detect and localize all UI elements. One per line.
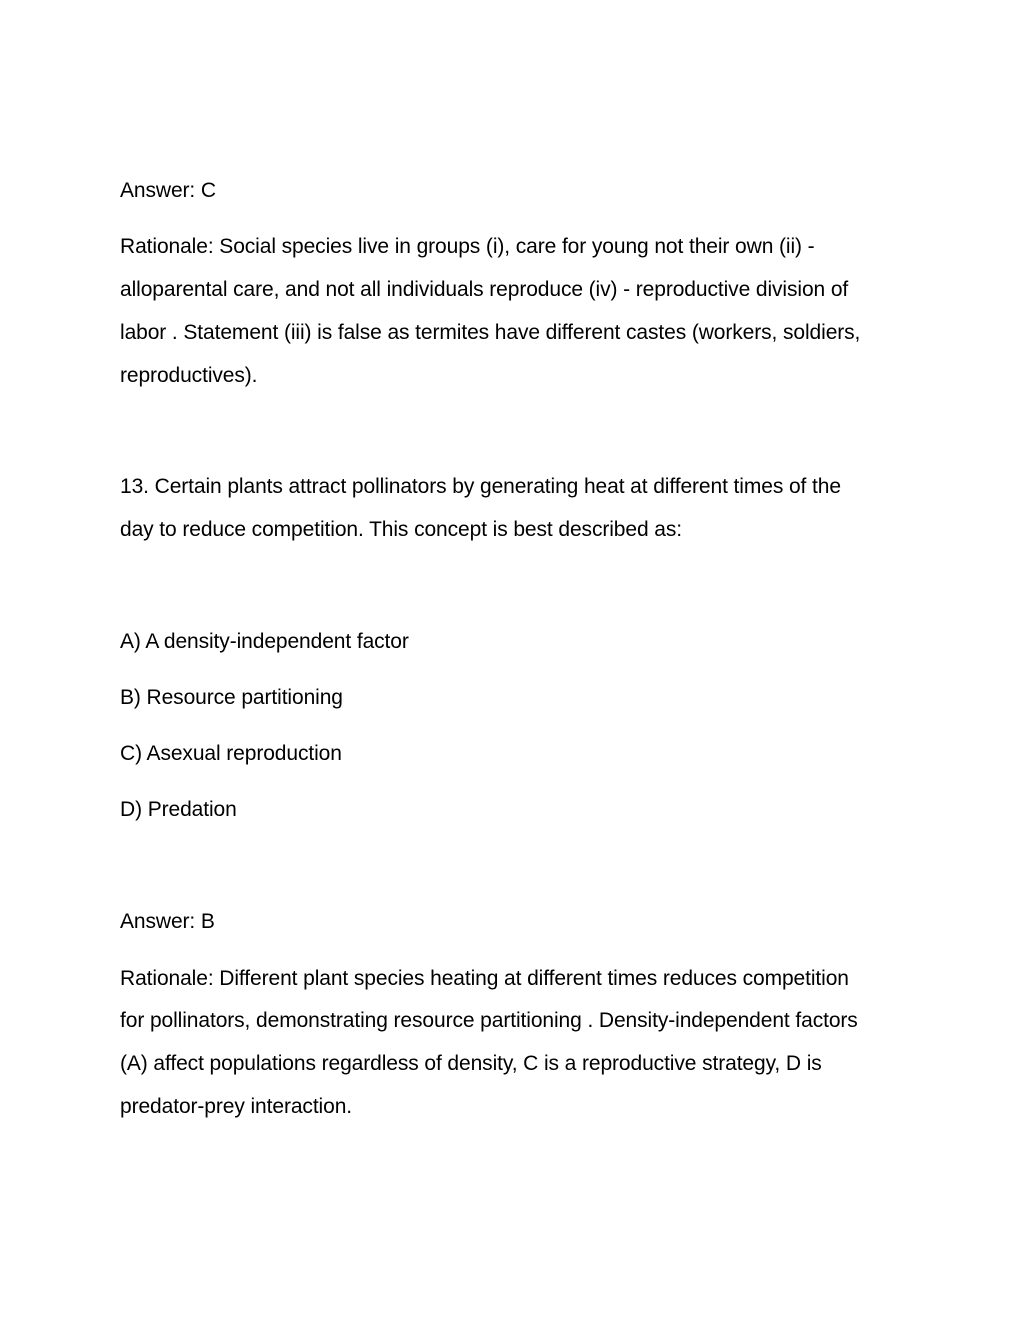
rationale-line: labor . Statement (iii) is false as termites have different castes (workers, soldiers, [120, 321, 861, 344]
rationale-line: Rationale: Social species live in groups (i), care for young not their own (ii) - [120, 235, 815, 258]
rationale-line: predator-prey interaction. [120, 1095, 353, 1118]
option-b: B) Resource partitioning [120, 686, 343, 709]
answer-line: Answer: B [120, 910, 215, 933]
option-c: C) Asexual reproduction [120, 742, 342, 765]
rationale-line: (A) affect populations regardless of density, C is a reproductive strategy, D is [120, 1052, 822, 1075]
rationale-line: for pollinators, demonstrating resource partitioning . Density-independent factors [120, 1009, 858, 1032]
answer-line: Answer: C [120, 179, 216, 202]
rationale-line: alloparental care, and not all individuals reproduce (iv) - reproductive division of [120, 278, 849, 301]
question-line: 13. Certain plants attract pollinators by generating heat at different times of the [120, 475, 841, 498]
rationale-line: Rationale: Different plant species heating at different times reduces competition [120, 967, 849, 990]
option-a: A) A density-independent factor [120, 630, 409, 653]
rationale-line: reproductives). [120, 364, 258, 387]
option-d: D) Predation [120, 798, 237, 821]
question-line: day to reduce competition. This concept is best described as: [120, 518, 682, 541]
